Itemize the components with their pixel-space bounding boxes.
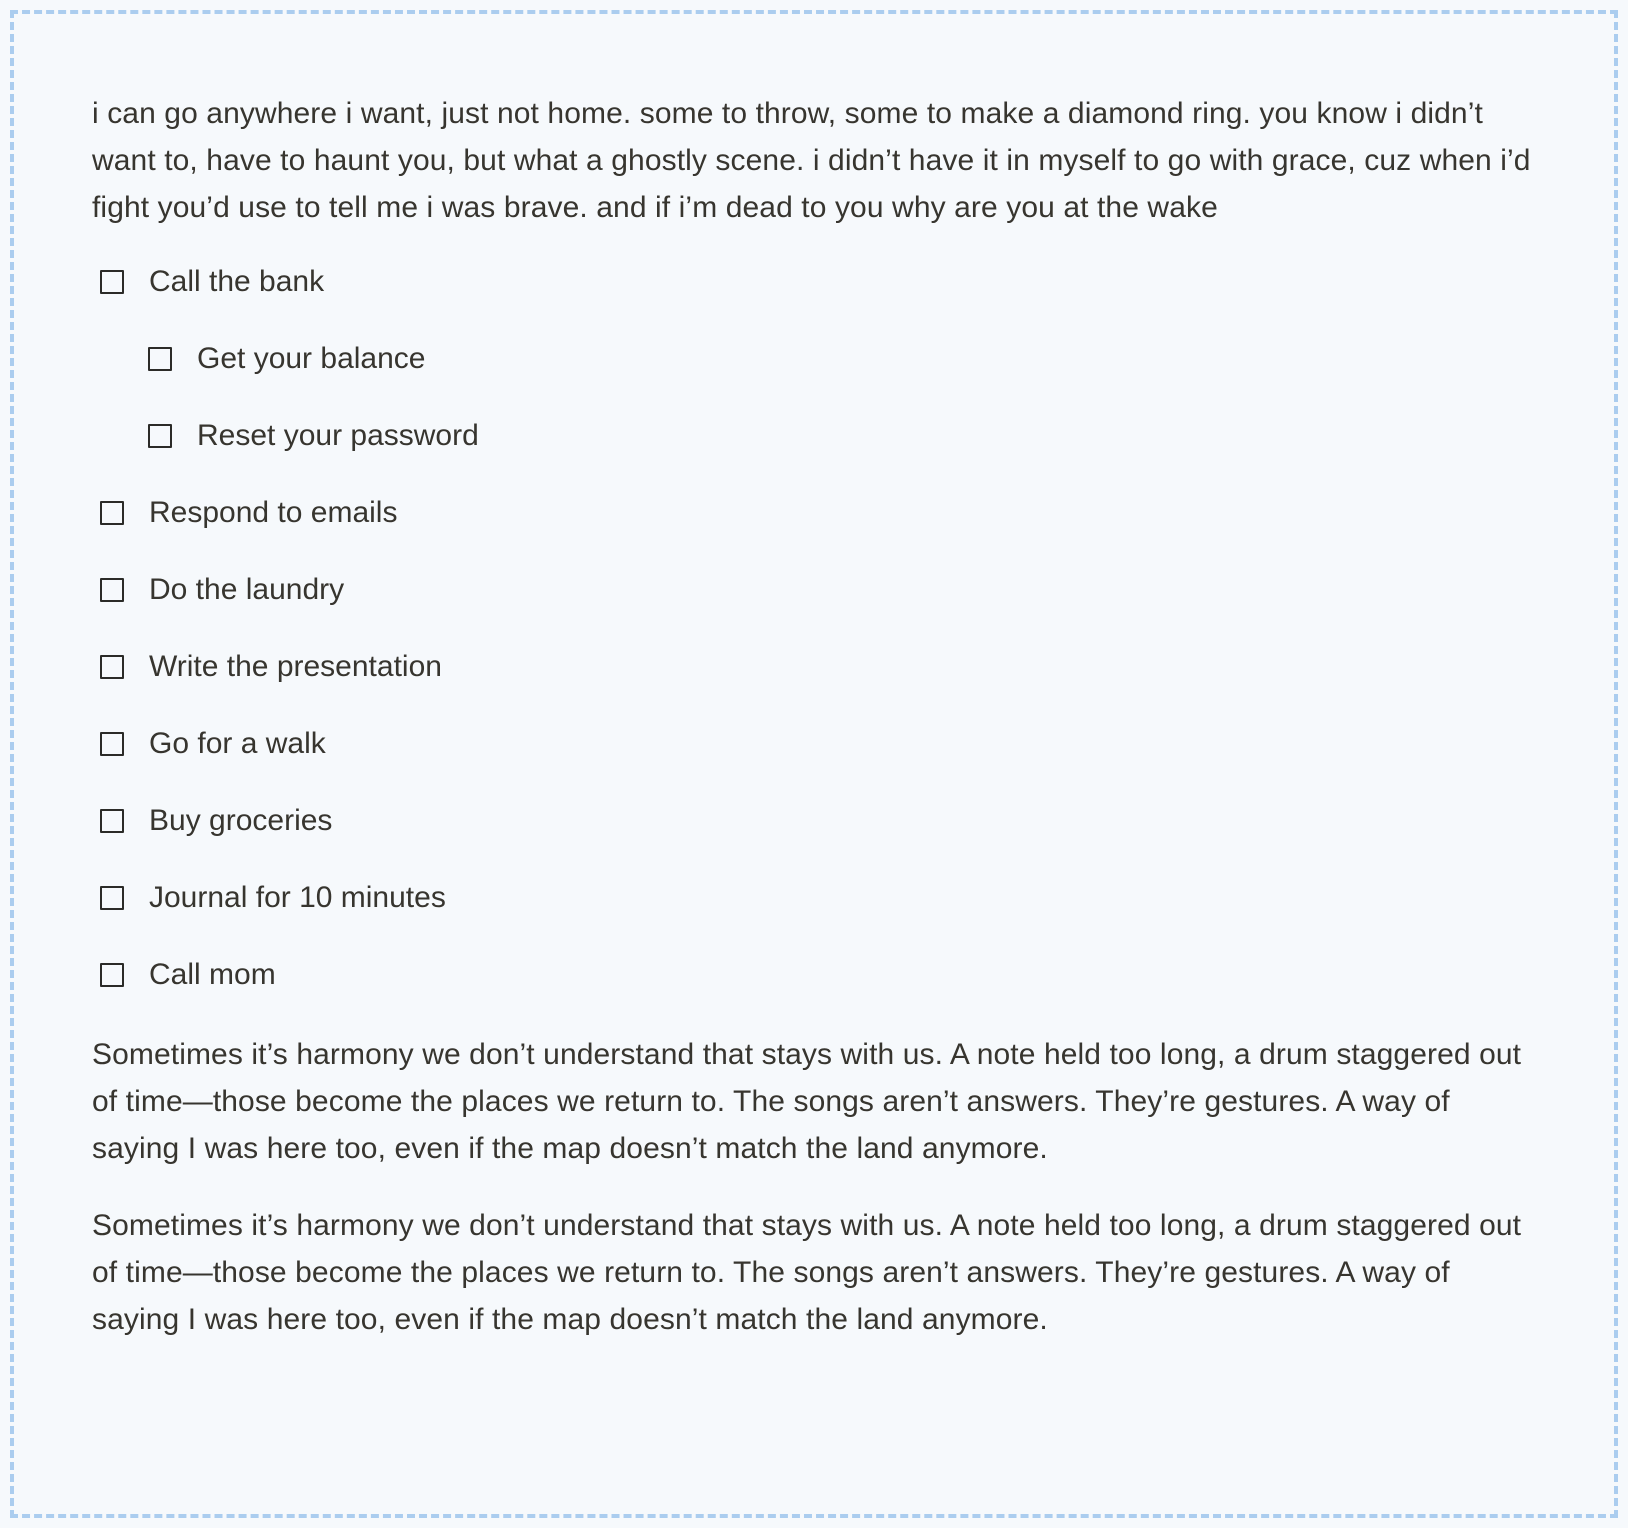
intro-paragraph: i can go anywhere i want, just not home. some to throw, some to make a diamond ring. you know i didn’t want to, have to haunt you, but what a ghostly scene. i didn’t have it in myself to go with grace, cuz when i’d fight you’d use to tell me i was brave. and if i’m dead to you why are you at the wake xyxy=(92,97,1531,224)
todo-item-label: Respond to emails xyxy=(149,496,398,529)
todo-item-label: Buy groceries xyxy=(149,804,333,837)
todo-item-label: Reset your password xyxy=(197,419,479,452)
todo-checkbox[interactable] xyxy=(148,347,172,371)
todo-item-label: Do the laundry xyxy=(149,573,345,606)
closing-paragraph-1: Sometimes it’s harmony we don’t understand that stays with us. A note held too long, a drum staggered out of time—those become the places we return to. The songs aren’t answers. They’re gestures. A way of saying I was here too, even if the map doesn’t match the land anymore. xyxy=(92,1038,1522,1165)
todo-list xyxy=(92,261,1536,995)
todo-item xyxy=(92,646,1536,687)
todo-checkbox[interactable] xyxy=(100,501,124,525)
todo-checkbox[interactable] xyxy=(148,424,172,448)
todo-item xyxy=(92,492,1536,533)
todo-checkbox[interactable] xyxy=(100,732,124,756)
todo-item xyxy=(140,338,1536,379)
todo-checkbox[interactable] xyxy=(100,963,124,987)
todo-item-label: Go for a walk xyxy=(149,727,326,760)
todo-item xyxy=(92,723,1536,764)
todo-item xyxy=(92,954,1536,995)
todo-item xyxy=(92,877,1536,918)
closing-paragraph-2: Sometimes it’s harmony we don’t understand that stays with us. A note held too long, a drum staggered out of time—those become the places we return to. The songs aren’t answers. They’re gestures. A way of saying I was here too, even if the map doesn’t match the land anymore. xyxy=(92,1209,1522,1336)
todo-item xyxy=(140,415,1536,456)
todo-checkbox[interactable] xyxy=(100,270,124,294)
todo-checkbox[interactable] xyxy=(100,886,124,910)
todo-item-label: Journal for 10 minutes xyxy=(149,881,446,914)
todo-item xyxy=(92,800,1536,841)
todo-checkbox[interactable] xyxy=(100,578,124,602)
todo-item-label: Get your balance xyxy=(197,342,426,375)
todo-item-label: Call mom xyxy=(149,958,276,991)
todo-checkbox[interactable] xyxy=(100,809,124,833)
todo-item-label: Write the presentation xyxy=(149,650,442,683)
todo-checkbox[interactable] xyxy=(100,655,124,679)
todo-item xyxy=(92,261,1536,302)
todo-item-label: Call the bank xyxy=(149,265,325,298)
todo-item xyxy=(92,569,1536,610)
